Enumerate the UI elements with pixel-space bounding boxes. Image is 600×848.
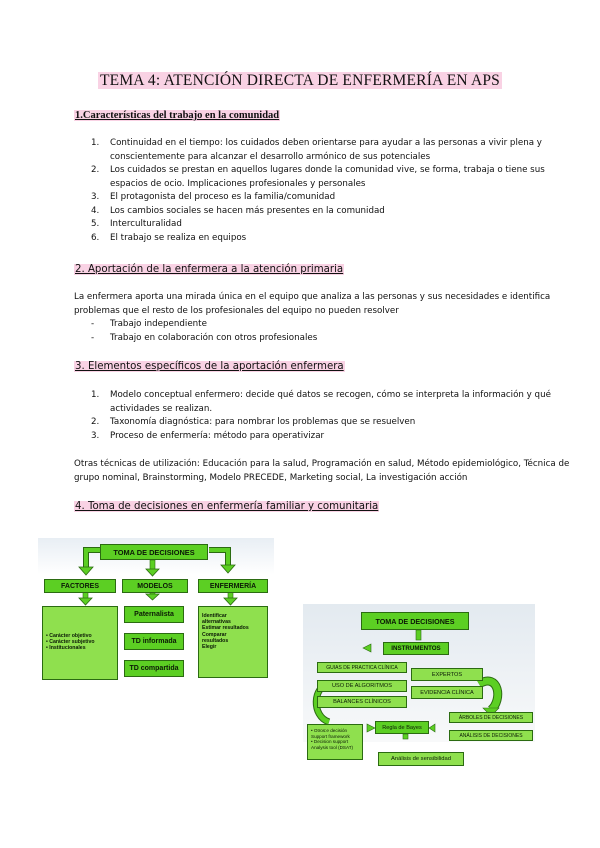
section-3-list [74,389,580,443]
list-item: 2. Taxonomía diagnóstica: para nombrar los problemas que se resuelven [91,417,416,427]
section-3-heading: 3. Elementos específicos de la aportación enfermera [75,361,344,372]
modelos-box: MODELOS [122,579,188,593]
otros-item: Analysis tool (DSAT) [311,744,354,750]
list-item: - Trabajo en colaboración con otros profesionales [91,332,318,343]
list-item: 3. Proceso de enfermería: método para operativizar [91,430,325,441]
factores-box: FACTORES [44,579,116,593]
analisis-box: ANÁLISIS DE DECISIONES [449,730,533,741]
algoritmos-box: USO DE ALGORITMOS [317,680,407,692]
otros-item: • Otros:e decisión [311,728,348,733]
decision-diagram-2 [303,604,535,742]
list-item: 4. Los cambios sociales se hacen más presentes en la comunidad [91,205,385,216]
list-item: 5. Interculturalidad [91,219,182,229]
factores-item: • Institucionales [46,645,86,652]
guias-box: GUIAS DE PRACTICA CLÍNICA [317,662,407,673]
enfermeria-list [199,607,267,654]
other-techniques: Otras técnicas de utilización: Educación para la salud, Programación en salud, Método epidemiológico, Técnica de grupo nominal, Brainstorming, Modelo PRECEDE, Marketing social, La investigación acción [74,459,570,483]
page-title-text: TEMA 4: ATENCIÓN DIRECTA DE ENFERMERÍA EN APS [99,72,501,89]
section-2-paragraph: La enfermera aporta una mirada única en el equipo que analiza a las personas y sus necesidades e identifica problemas que el resto de los profesionales del equipo no pueden resolver [74,292,551,316]
decision-diagram-1 [38,538,274,684]
section-1-heading: 1.Características del trabajo en la comunidad [75,110,280,121]
enfermeria-item: Elegir [202,644,217,651]
factores-content [42,606,118,680]
page-title [0,72,600,90]
modelo-td-compartida: TD compartida [124,660,184,677]
bayes-box: Regla de Bayes [375,721,429,734]
sensibilidad-box: Análisis de sensibilidad [378,752,464,766]
section-1-list [74,137,580,245]
factores-item: • Carácter objetivo [46,633,92,639]
expertos-box: EXPERTOS [411,668,483,681]
enfermeria-item: Comparar [202,631,227,638]
enfermeria-item: Estimar resultados [202,625,249,632]
factores-item: • Carácter subjetivo [46,639,95,646]
enfermeria-box: ENFERMERÍA [198,579,268,593]
factores-list [43,607,117,656]
list-item: 6. El trabajo se realiza en equipos [91,232,247,243]
balances-box: BALANCES CLÍNICOS [317,696,407,708]
enfermeria-item: alternativas [202,619,231,626]
diagram-1-top-box: TOMA DE DECISIONES [100,544,208,560]
enfermeria-item: Identificar [202,613,227,619]
otros-box [307,724,363,760]
enfermeria-item: resultados [202,637,229,644]
enfermeria-content [198,606,268,678]
arboles-box: ÁRBOLES DE DECISIONES [449,712,533,723]
section-4-heading: 4. Toma de decisiones en enfermería familiar y comunitaria [75,501,379,512]
list-item: 2. Los cuidados se prestan en aquellos lugares donde la comunidad vive, se forma, trabaja o tiene sus espacios de ocio. Implicaciones profesionales y personales [91,165,545,189]
modelo-td-informada: TD informada [124,633,184,650]
list-item: 1. Continuidad en el tiempo: los cuidados deben orientarse para ayudar a las personas a vivir plena y conscientemente para alcanzar el desarrollo armónico de sus potenciales [91,138,542,162]
section-2-bullets [74,318,574,345]
modelo-paternalista: Paternalista [124,606,184,623]
otros-item: • Decision support [311,739,349,745]
evidencia-box: EVIDENCIA CLÍNICA [411,686,483,699]
list-item: 3. El protagonista del proceso es la familia/comunidad [91,192,336,202]
otros-item: Support framework [311,733,350,739]
diagram-2-top-box: TOMA DE DECISIONES [361,612,469,630]
section-2-heading: 2. Aportación de la enfermera a la atención primaria [75,264,344,275]
instrumentos-box: INSTRUMENTOS [383,642,449,655]
list-item: 1. Modelo conceptual enfermero: decide qué datos se recogen, cómo se interpreta la información y qué actividades se realizan. [91,390,551,414]
list-item: - Trabajo independiente [91,319,207,329]
